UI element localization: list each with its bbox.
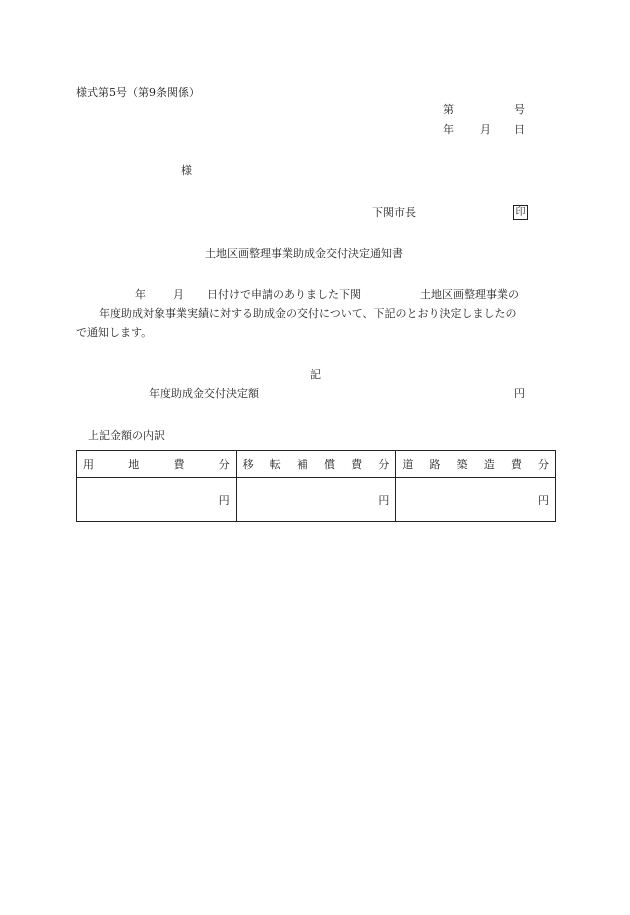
body-line1-project: 土地区画整理事業の <box>420 288 519 301</box>
header-char: 分 <box>218 458 230 471</box>
body-line1-text: 日付けで申請のありました下関 <box>207 288 361 301</box>
grant-amount-unit: 円 <box>514 387 525 400</box>
header-char: 償 <box>324 458 336 471</box>
doc-number-prefix: 第 <box>443 103 454 116</box>
header-char: 分 <box>537 458 549 471</box>
issuer-title: 下関市長 <box>372 206 416 219</box>
form-label: 様式第5号（第9条関係） <box>76 86 200 99</box>
breakdown-amount-row <box>77 478 556 522</box>
header-char: 築 <box>456 458 468 471</box>
header-char: 費 <box>510 458 522 471</box>
header-char: 造 <box>483 458 495 471</box>
doc-date-year: 年 <box>443 123 454 136</box>
header-char: 転 <box>269 458 281 471</box>
ki-heading: 記 <box>310 368 321 381</box>
breakdown-header-land <box>77 451 237 478</box>
body-line2: 年度助成対象事業実績に対する助成金の交付について、下記のとおり決定しましたの <box>99 307 517 320</box>
breakdown-table <box>76 450 556 522</box>
header-char: 費 <box>173 458 185 471</box>
breakdown-amount-land: 円 <box>77 478 237 522</box>
doc-date-day: 日 <box>514 123 525 136</box>
header-char: 分 <box>378 458 390 471</box>
header-char: 補 <box>296 458 308 471</box>
header-char: 道 <box>402 458 414 471</box>
recipient-honorific: 様 <box>181 164 192 177</box>
breakdown-header-row <box>77 451 556 478</box>
breakdown-header-relocation <box>236 451 396 478</box>
body-line1-year: 年 <box>135 288 146 301</box>
header-char: 移 <box>242 458 254 471</box>
doc-date-month: 月 <box>480 123 491 136</box>
breakdown-title: 上記金額の内訳 <box>88 429 165 442</box>
doc-number-suffix: 号 <box>514 103 525 116</box>
document-title: 土地区画整理事業助成金交付決定通知書 <box>205 247 403 260</box>
breakdown-header-road <box>396 451 556 478</box>
body-line3: で通知します。 <box>76 326 153 339</box>
seal-mark <box>513 205 528 220</box>
header-char: 地 <box>128 458 140 471</box>
header-char: 路 <box>429 458 441 471</box>
body-line1-month: 月 <box>173 288 184 301</box>
header-char: 費 <box>351 458 363 471</box>
breakdown-amount-road: 円 <box>396 478 556 522</box>
breakdown-amount-relocation: 円 <box>236 478 396 522</box>
grant-amount-label: 年度助成金交付決定額 <box>149 387 259 400</box>
seal-icon: 印 <box>513 205 528 220</box>
header-char: 用 <box>83 458 94 471</box>
